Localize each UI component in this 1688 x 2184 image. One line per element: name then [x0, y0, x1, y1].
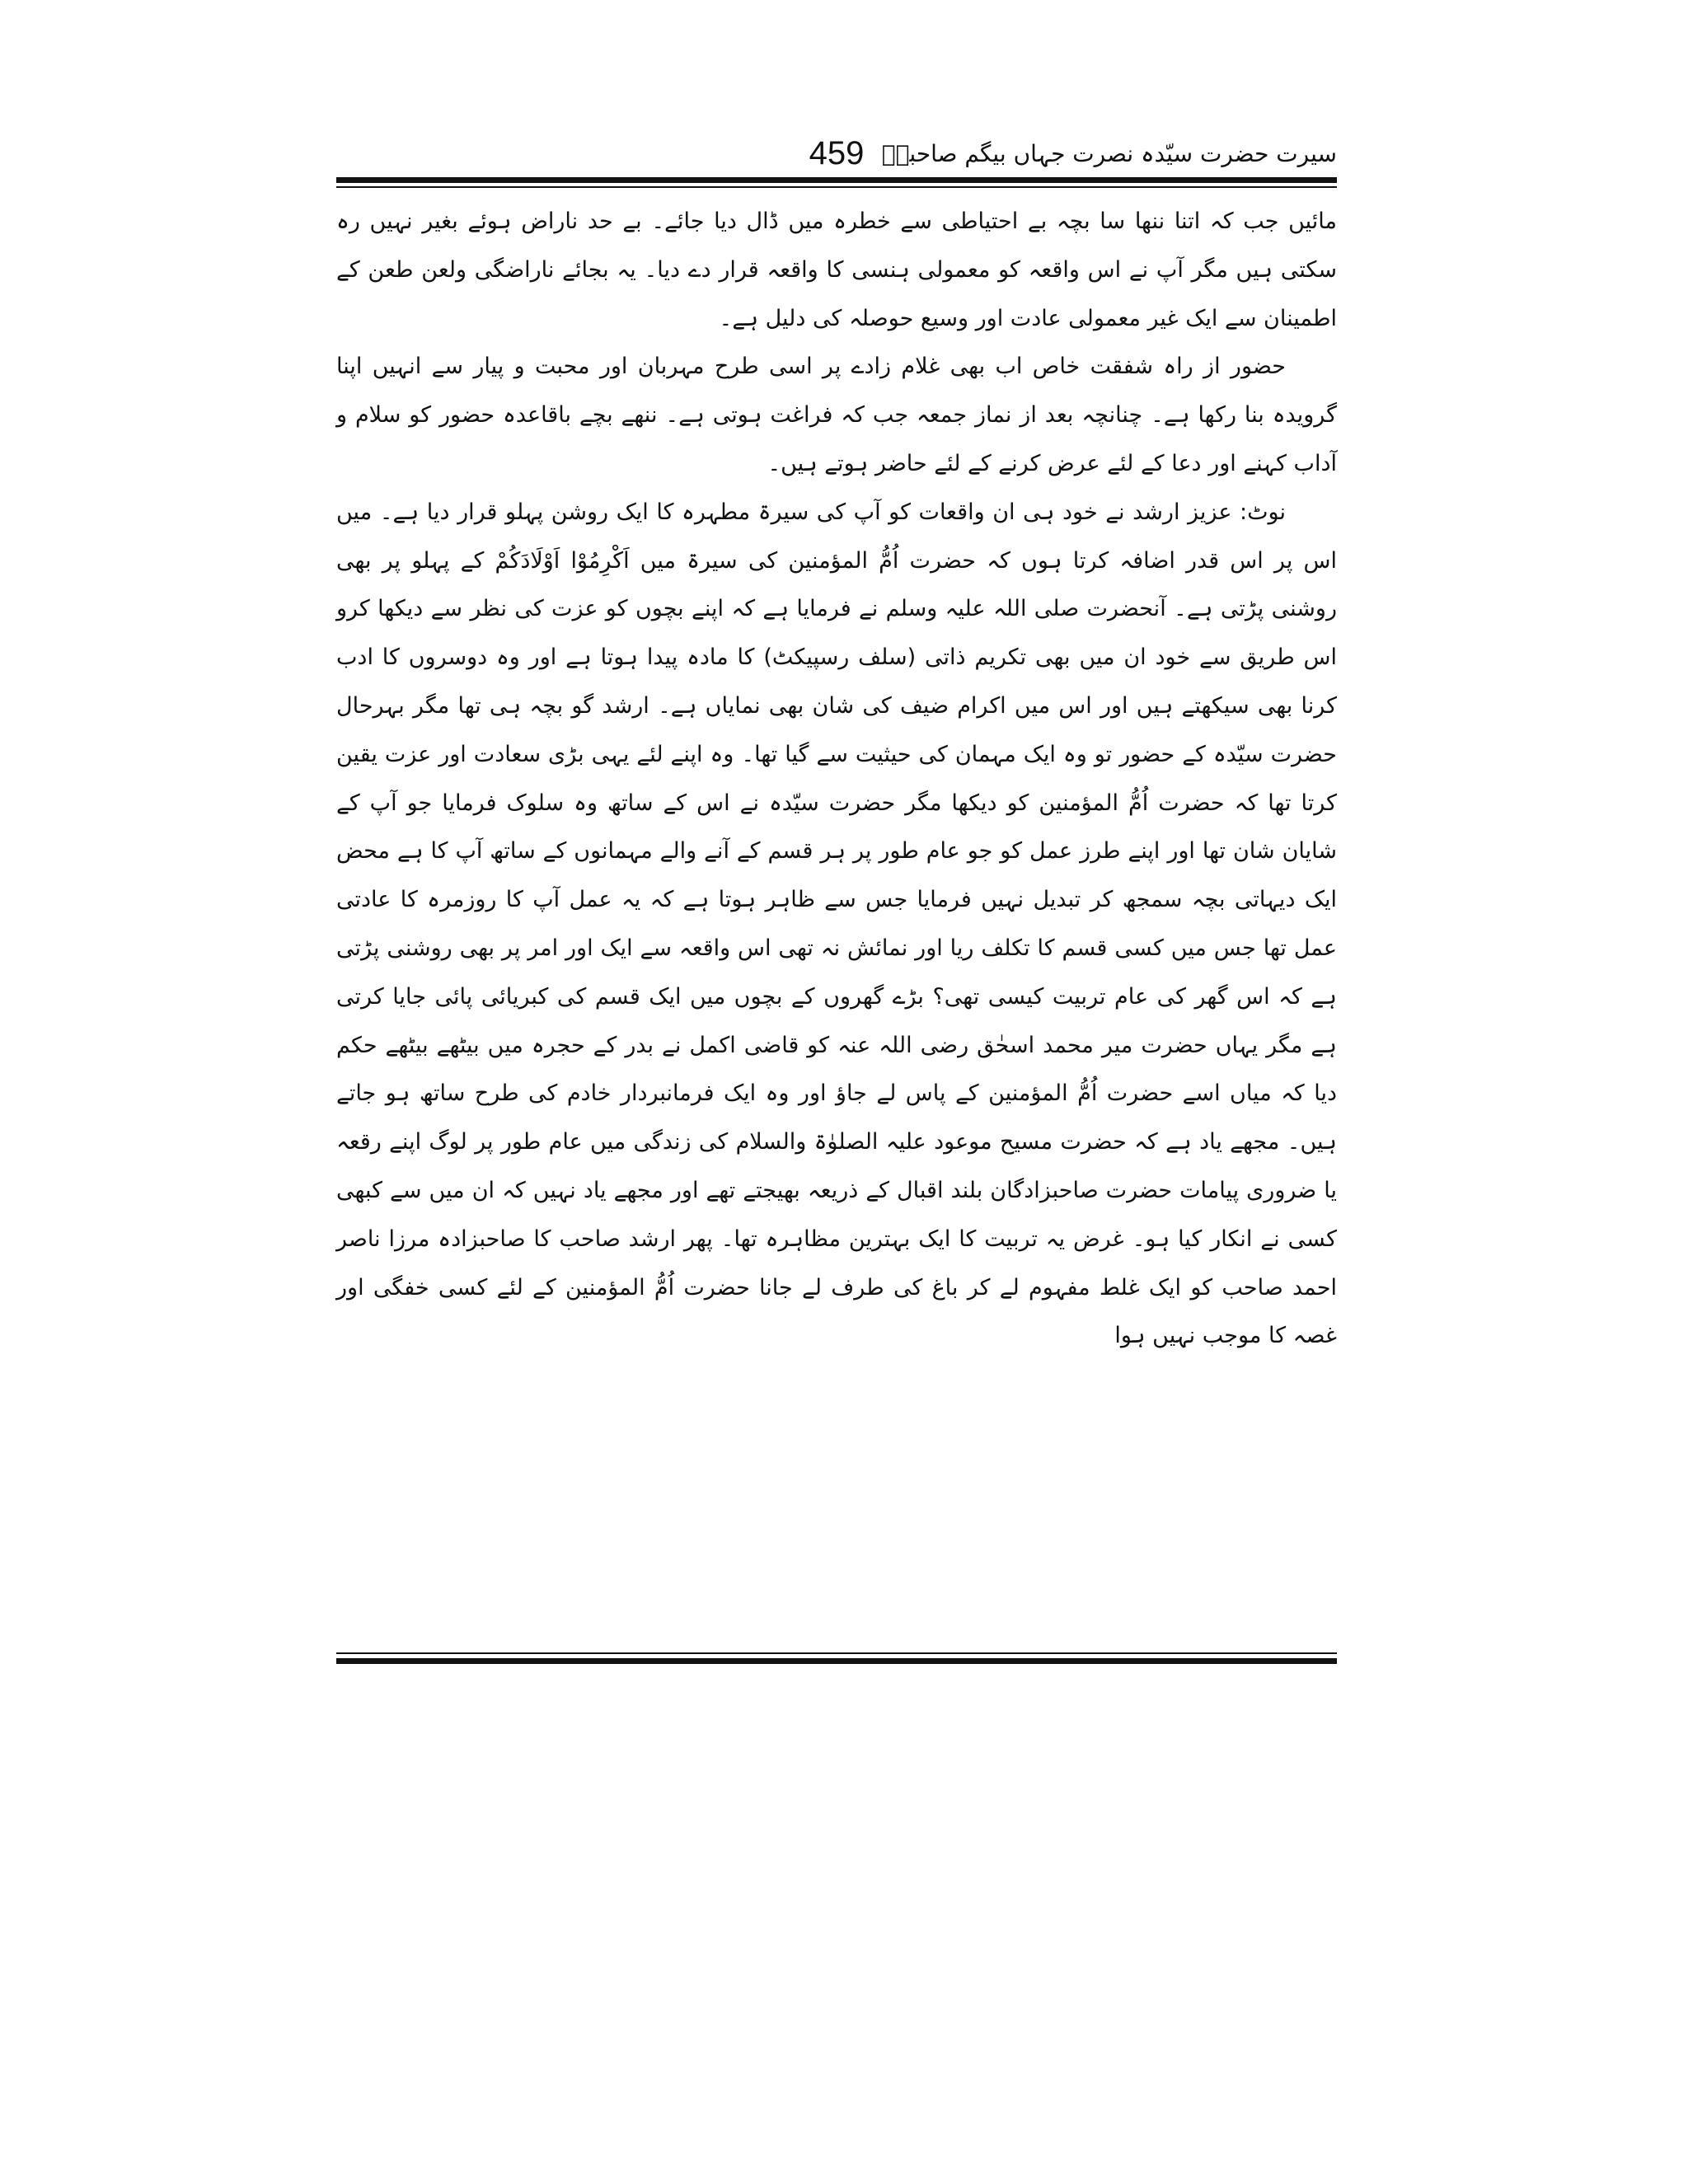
header-rule-thin	[336, 186, 1337, 188]
running-title: سیرت حضرت سیّدہ نصرت جہاں بیگم صاحبہؓ	[881, 140, 1337, 167]
paragraph: حضور از راہ شفقت خاص اب بھی غلام زادے پر اسی طرح مہربان اور محبت و پیار سے انہیں اپنا گرویدہ بنا رکھا ہے۔ چنانچہ بعد از نماز جمعہ جب کہ فراغت ہوتی ہے۔ ننھے بچے باقاعدہ حضور کو سلام و آداب کہنے اور دعا کے لئے عرض کرنے کے لئے حاضر ہوتے ہیں۔	[336, 354, 1337, 476]
page-number: 459	[809, 135, 865, 171]
footer-rule-thin	[336, 1652, 1337, 1654]
header-rule-thick	[336, 177, 1337, 183]
page-body	[336, 198, 1337, 1361]
paragraph-continued: مائیں جب کہ اتنا ننھا سا بچہ بے احتیاطی سے خطرہ میں ڈال دیا جائے۔ بے حد ناراض ہوئے بغیر نہیں رہ سکتی ہیں مگر آپ نے اس واقعہ کو معمولی ہنسی کا واقعہ قرار دے دیا۔ یہ بجائے ناراضگی ولعن طعن کے اطمینان سے ایک غیر معمولی عادت اور وسیع حوصلہ کی دلیل ہے۔	[336, 209, 1337, 331]
footer-rule-thick	[336, 1658, 1337, 1664]
page-header	[336, 130, 1337, 180]
paragraph-note: نوٹ: عزیز ارشد نے خود ہی ان واقعات کو آپ کی سیرۃ مطہرہ کا ایک روشن پہلو قرار دیا ہے۔ میں اس پر اس قدر اضافہ کرتا ہوں کہ حضرت اُمُّ المؤمنین کی سیرۃ میں اَکْرِمُوْا اَوْلَادَکُمْ کے پہلو پر بھی روشنی پڑتی ہے۔ آنحضرت صلی اللہ علیہ وسلم نے فرمایا ہے کہ اپنے بچوں کو عزت کی نظر سے دیکھا کرو اس طریق سے خود ان میں بھی تکریم ذاتی (سلف رسپیکٹ) کا مادہ پیدا ہوتا ہے اور وہ دوسروں کا ادب کرنا بھی سیکھتے ہیں اور اس میں اکرام ضیف کی شان بھی نمایاں ہے۔ ارشد گو بچہ ہی تھا مگر بہرحال حضرت سیّدہ کے حضور تو وہ ایک مہمان کی حیثیت سے گیا تھا۔ وہ اپنے لئے یہی بڑی سعادت اور عزت یقین کرتا تھا کہ حضرت اُمُّ المؤمنین کو دیکھا مگر حضرت سیّدہ نے اس کے ساتھ وہ سلوک فرمایا جو آپ کے شایان شان تھا اور اپنے طرز عمل کو جو عام طور پر ہر قسم کے آنے والے مہمانوں کے ساتھ آپ کا ہے محض ایک دیہاتی بچہ سمجھ کر تبدیل نہیں فرمایا جس سے ظاہر ہوتا ہے کہ یہ عمل آپ کا روزمرہ کا عادتی عمل تھا جس میں کسی قسم کا تکلف ریا اور نمائش نہ تھی اس واقعہ سے ایک اور امر پر بھی روشنی پڑتی ہے کہ اس گھر کی عام تربیت کیسی تھی؟ بڑے گھروں کے بچوں میں ایک قسم کی کبریائی پائی جایا کرتی ہے مگر یہاں حضرت میر محمد اسحٰق رضی اللہ عنہ کو قاضی اکمل نے بدر کے حجرہ میں بیٹھے بیٹھے حکم دیا کہ میاں اسے حضرت اُمُّ المؤمنین کے پاس لے جاؤ اور وہ ایک فرمانبردار خادم کی طرح ساتھ ہو جاتے ہیں۔ مجھے یاد ہے کہ حضرت مسیح موعود علیہ الصلوٰۃ والسلام کی زندگی میں عام طور پر لوگ اپنے رقعہ یا ضروری پیامات حضرت صاحبزادگان بلند اقبال کے ذریعہ بھیجتے تھے اور مجھے یاد نہیں کہ ان میں سے کبھی کسی نے انکار کیا ہو۔ غرض یہ تربیت کا ایک بہترین مظاہرہ تھا۔ پھر ارشد صاحب کا صاحبزادہ مرزا ناصر احمد صاحب کو ایک غلط مفہوم لے کر باغ کی طرف لے جانا حضرت اُمُّ المؤمنین کے لئے کسی خفگی اور غصہ کا موجب نہیں ہوا	[336, 499, 1337, 1349]
